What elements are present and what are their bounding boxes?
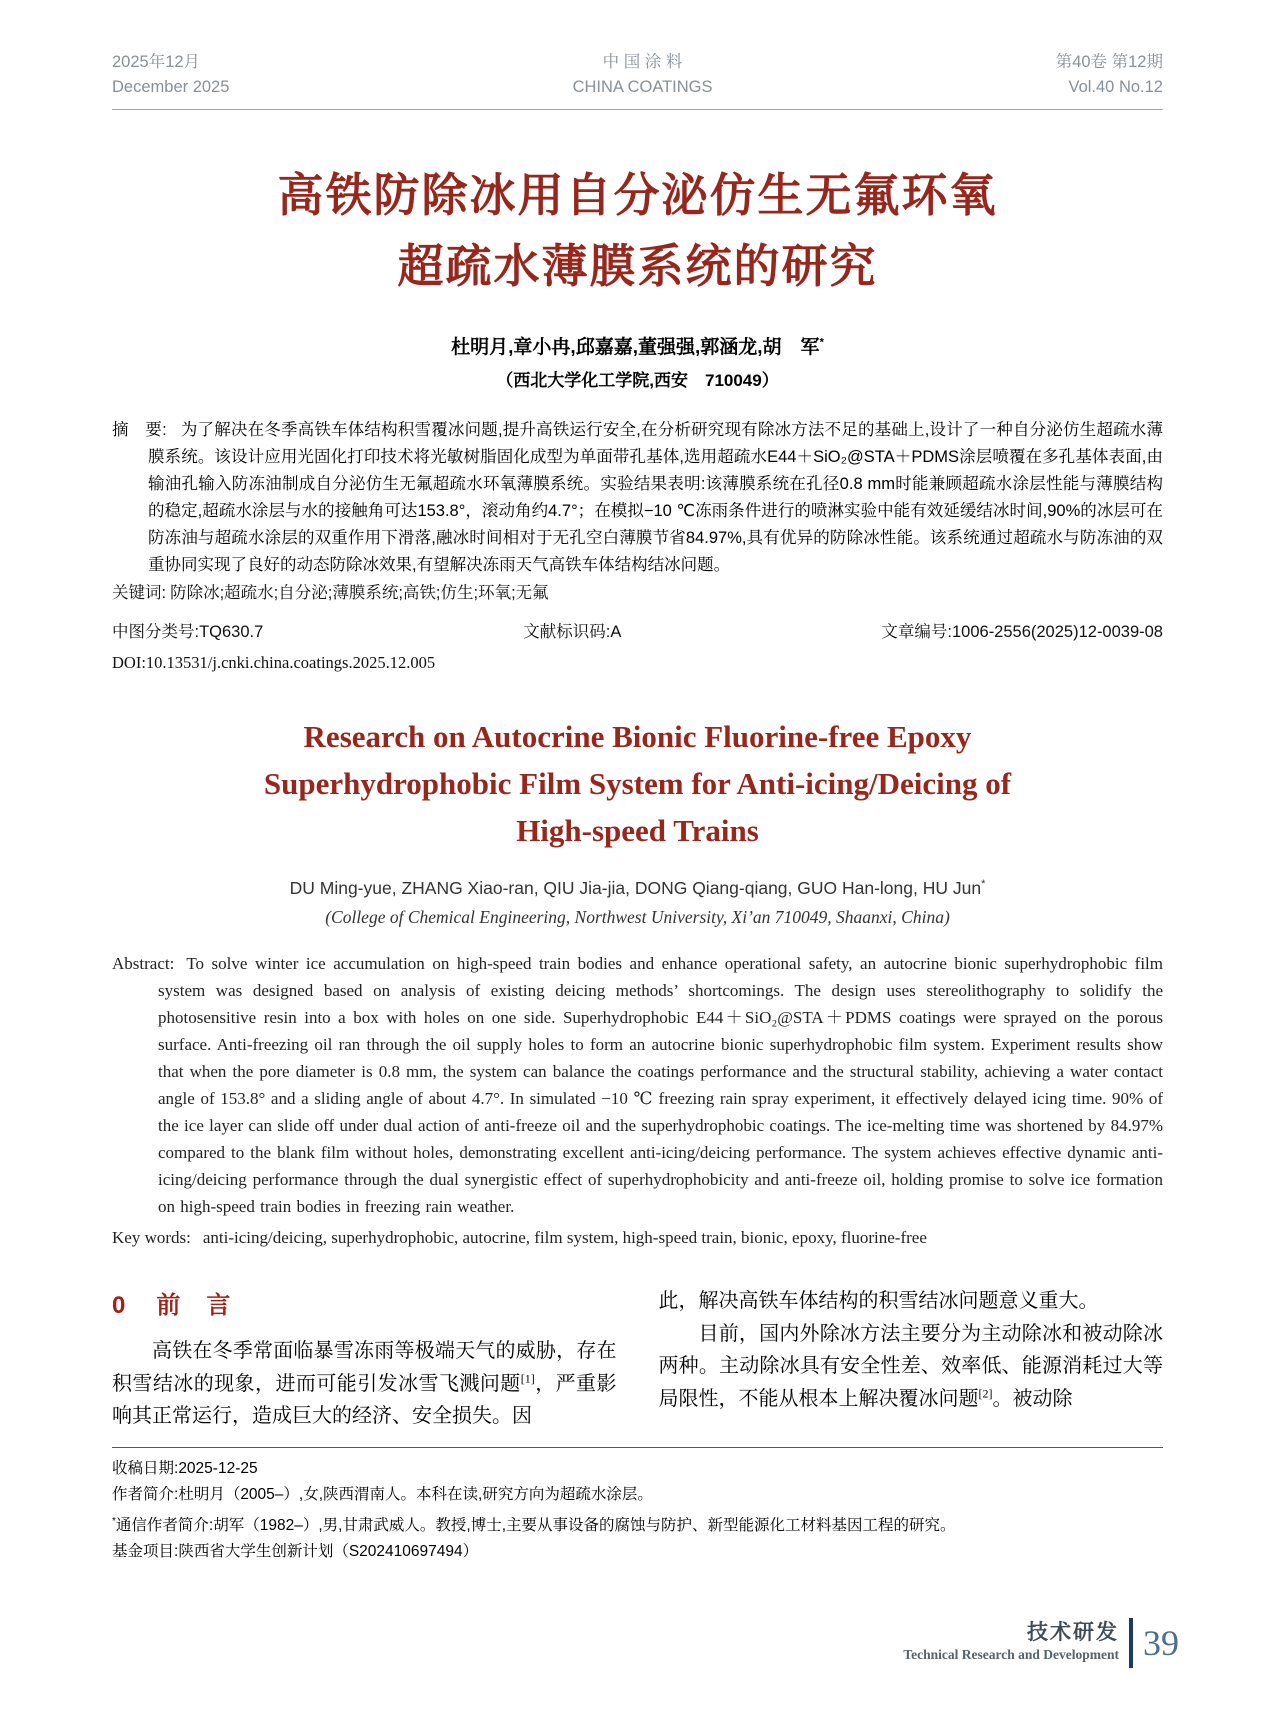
footer-section-cn: 技术研发 <box>1027 1621 1119 1644</box>
header-issue <box>1056 50 1163 100</box>
journal-header <box>112 0 1163 110</box>
header-issue-en: Vol.40 No.12 <box>1068 78 1163 96</box>
intro-heading <box>112 1291 617 1321</box>
footnote-received-value: 2025-12-25 <box>178 1459 258 1477</box>
footnote-funding <box>112 1539 1163 1566</box>
footnote-fund-text: 陕西省大学生创新计划（S202410697494） <box>178 1543 479 1561</box>
citation-ref-1: [1] <box>520 1370 535 1385</box>
abstract-en-text: To solve winter ice accumulation on high-speed train bodies and enhance operational safety, an autocrine bionic superhydrophobic film system was designed based on analysis of existing deicing methods’ shortcomings. The design uses stereolithography to solidify the photosensitive resin into a box with holes on one side. Superhydrophobic E44＋SiO₂@STA＋PDMS coatings were sprayed on the porous surface. Anti-freezing oil ran through the oil supply holes to form an autocrine bionic superhydrophobic film system. Experiment results show that when the pore diameter is 0.8 mm, the system can balance the coatings performance and the structural stability, achieving a water contact angle of 153.8° and a sliding angle of about 4.7°. In simulated −10 ℃ freezing rain spray experiment, it effectively delayed icing time. 90% of the ice layer can slide off under dual action of anti-freeze oil and the superhydrophobic coatings. The ice-melting time was shortened by 84.97% compared to the blank film without holes, demonstrating excellent anti-icing/deicing performance. The system achieves effective dynamic anti-icing/deicing performance through the dual synergistic effect of superhydrophobicity and anti-freeze oil, holding promise to solve ice formation on high-speed train bodies in freezing rain weather. <box>158 954 1163 1216</box>
authors-cn-names: 杜明月,章小冉,邱嘉嘉,董强强,郭涵龙,胡 军 <box>451 337 820 358</box>
clc-value: TQ630.7 <box>199 623 264 641</box>
header-journal <box>573 50 713 100</box>
citation-ref-2: [2] <box>978 1385 993 1400</box>
affiliation-cn: （西北大学化工学院,西安 710049） <box>496 371 779 390</box>
title-en-line1: Research on Autocrine Bionic Fluorine-free Epoxy <box>303 719 972 754</box>
page-footer <box>903 1618 1179 1668</box>
abstract-en <box>112 950 1163 1220</box>
article-title-en <box>112 713 1163 854</box>
header-journal-cn: 中 国 涂 料 <box>602 53 683 71</box>
keywords-cn-label: 关键词: <box>112 584 167 602</box>
footer-divider-bar <box>1129 1618 1133 1668</box>
intro-right-column <box>659 1285 1164 1433</box>
intro-left-column <box>112 1285 617 1433</box>
authors-en-names: DU Ming-yue, ZHANG Xiao-ran, QIU Jia-jia, DONG Qiang-qiang, GUO Han-long, HU Jun <box>289 878 982 898</box>
footnote-corresponding-author <box>112 1509 1163 1540</box>
footnote-received-date <box>112 1456 1163 1483</box>
authors-cn <box>112 332 1163 359</box>
footnote-received-label: 收稿日期: <box>112 1459 179 1477</box>
document-code <box>523 620 621 644</box>
footer-section <box>903 1621 1119 1665</box>
intro-p1-text-a: 高铁在冬季常面临暴雪冻雨等极端天气的威胁，存在积雪结冰的现象，进而可能引发冰雪飞溅问题 <box>112 1340 617 1395</box>
header-issue-cn: 第40卷 第12期 <box>1055 53 1163 71</box>
title-cn-line2: 超疏水薄膜系统的研究 <box>397 240 878 292</box>
affiliation-en: (College of Chemical Engineering, Northwest University, Xi’an 710049, Shaanxi, China) <box>325 907 950 927</box>
introduction-section <box>112 1285 1163 1433</box>
title-en-line3: High-speed Trains <box>516 813 759 848</box>
doi: DOI:10.13531/j.cnki.china.coatings.2025.12.005 <box>112 653 436 672</box>
intro-paragraph-1-continued: 此，解决高铁车体结构的积雪结冰问题意义重大。 <box>658 1290 1099 1312</box>
title-cn-line1: 高铁防除冰用自分泌仿生无氟环氧 <box>277 169 998 221</box>
abstract-cn-text: 为了解决在冬季高铁车体结构积雪覆冰问题,提升高铁运行安全,在分析研究现有除冰方法不足的基础上,设计了一种自分泌仿生超疏水薄膜系统。该设计应用光固化打印技术将光敏树脂固化成型为单面带孔基体,选用超疏水E44＋SiO₂@STA＋PDMS涂层喷覆在多孔基体表面,由输油孔输入防冻油制成自分泌仿生无氟超疏水环氧薄膜系统。实验结果表明:该薄膜系统在孔径0.8 mm时能兼顾超疏水涂层性能与薄膜结构的稳定,超疏水涂层与水的接触角可达153.8°，滚动角约4.7°；在模拟−10 ℃冻雨条件进行的喷淋实验中能有效延缓结冰时间,90%的冰层可在防冻油与超疏水涂层的双重作用下滑落,融冰时间相对于无孔空白薄膜节省84.97%,具有优异的防除冰性能。该系统通过超疏水与防冻油的双重协同实现了良好的动态防除冰效果,有望解决冻雨天气高铁车体结构结冰问题。 <box>148 421 1163 574</box>
keywords-cn-text: 防除冰;超疏水;自分泌;薄膜系统;高铁;仿生;环氧;无氟 <box>170 584 549 602</box>
footnotes <box>112 1447 1163 1566</box>
meta-row <box>112 620 1163 644</box>
footnote-corr-text: 胡军（1982–）,男,甘肃武威人。教授,博士,主要从事设备的腐蚀与防护、新型能源化工材料基因工程的研究。 <box>213 1516 956 1534</box>
abstract-cn-label: 摘 要: <box>112 421 167 439</box>
intro-section-number: 0 <box>112 1292 127 1319</box>
footnote-bio-text: 杜明月（2005–）,女,陕西渭南人。本科在读,研究方向为超疏水涂层。 <box>178 1486 653 1503</box>
article-id-label: 文章编号: <box>881 623 952 641</box>
footer-section-en: Technical Research and Development <box>903 1647 1119 1662</box>
abstract-en-label: Abstract: <box>112 954 175 973</box>
title-en-line2: Superhydrophobic Film System for Anti-icing/Deicing of <box>263 766 1012 801</box>
intro-section-title: 前 言 <box>156 1292 232 1319</box>
authors-en-asterisk: * <box>981 878 986 891</box>
intro-p2-text-a: 目前，国内外除冰方法主要分为主动除冰和被动除冰两种。主动除冰具有安全性差、效率低、能源消耗过大等局限性，不能从根本上解决覆冰问题 <box>658 1322 1163 1410</box>
document-code-label: 文献标识码: <box>523 623 611 641</box>
intro-p2-text-b: 。被动除 <box>992 1387 1073 1410</box>
intro-p1-text-b: ，严重影响其正常运行，造成巨大的经济、安全损失。因 <box>112 1372 617 1427</box>
authors-en <box>112 878 1163 899</box>
header-date-en: December 2025 <box>112 78 230 96</box>
header-date-cn: 2025年12月 <box>112 53 201 71</box>
article-id-value: 1006-2556(2025)12-0039-08 <box>951 623 1163 641</box>
abstract-cn <box>112 417 1163 579</box>
clc-number <box>112 620 263 644</box>
footnote-author-bio <box>112 1482 1163 1509</box>
keywords-cn <box>112 580 1163 607</box>
article-title-cn <box>112 160 1163 302</box>
footnote-fund-label: 基金项目: <box>112 1543 179 1561</box>
clc-label: 中图分类号: <box>112 623 200 641</box>
authors-cn-asterisk: * <box>819 336 824 349</box>
intro-paragraph-2 <box>659 1318 1164 1416</box>
page-number: 39 <box>1143 1623 1179 1663</box>
header-date <box>112 50 229 100</box>
article-id <box>881 620 1163 644</box>
keywords-en-label: Key words: <box>112 1228 191 1247</box>
document-code-value: A <box>610 623 622 641</box>
footnote-bio-label: 作者简介: <box>112 1486 179 1503</box>
keywords-en <box>112 1224 1163 1251</box>
header-journal-en: CHINA COATINGS <box>572 78 713 96</box>
footnote-corr-label: 通信作者简介: <box>115 1516 214 1534</box>
keywords-en-text: anti-icing/deicing, superhydrophobic, autocrine, film system, high-speed train, bionic, epoxy, fluorine-free <box>202 1228 927 1247</box>
intro-paragraph-1 <box>112 1335 617 1433</box>
footnote-corr-asterisk: * <box>112 1515 116 1527</box>
